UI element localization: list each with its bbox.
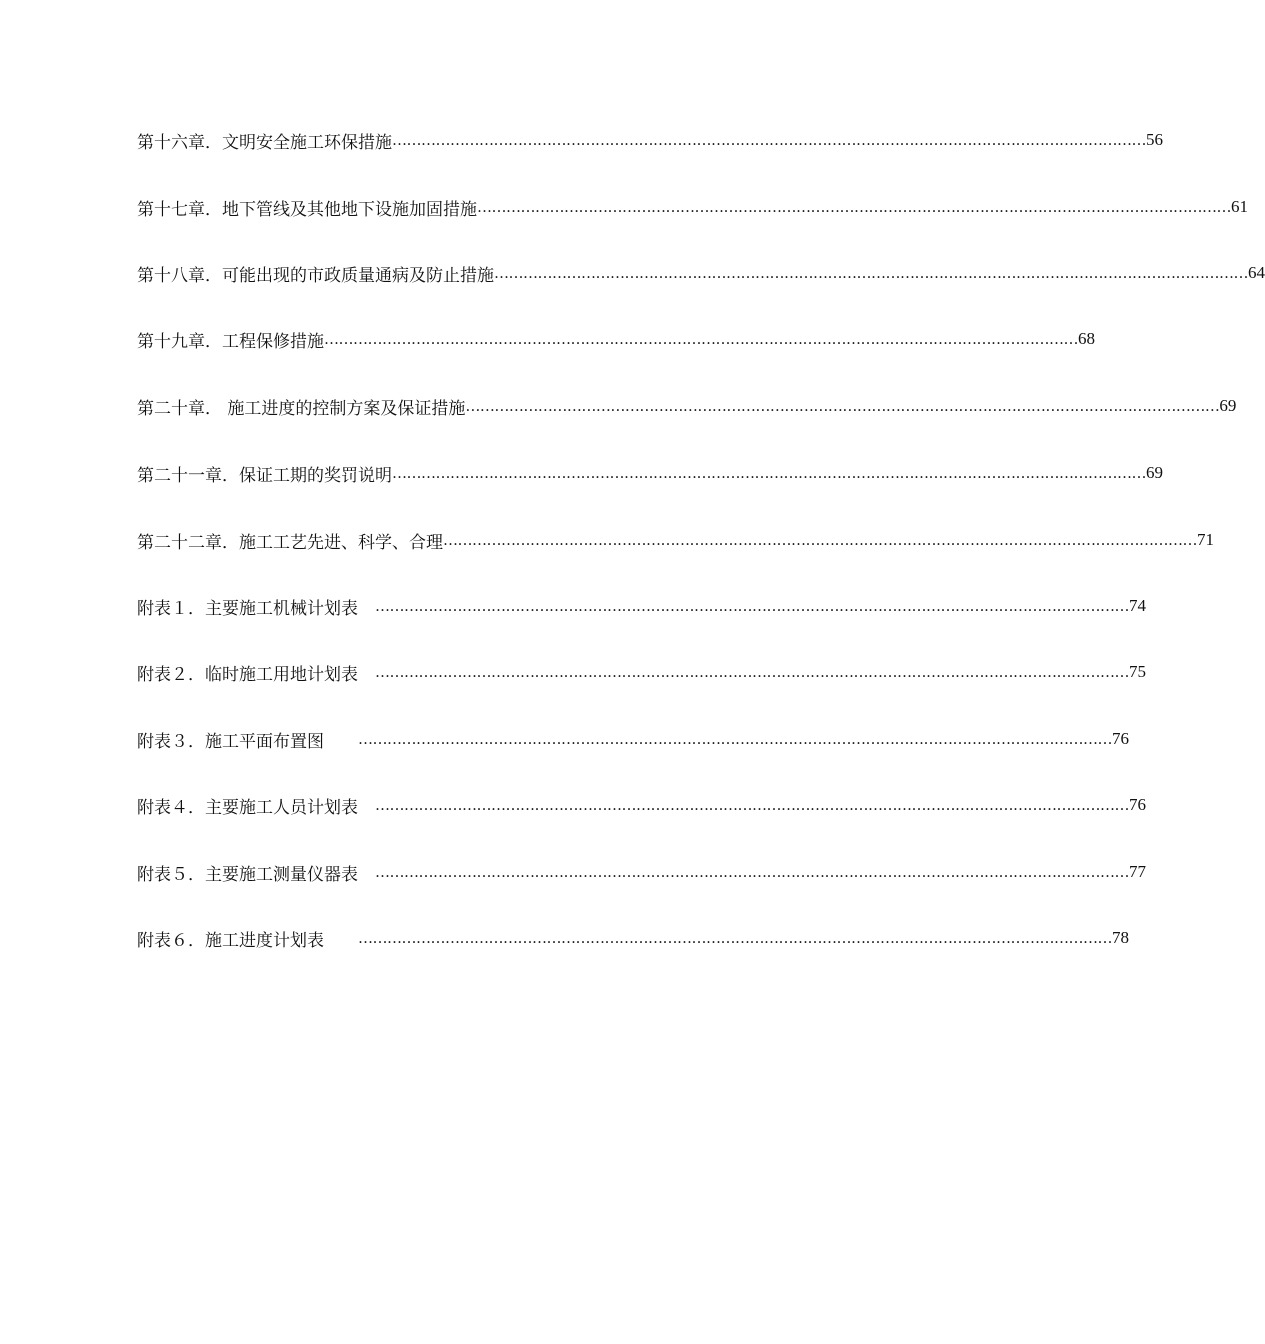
- toc-leader-dots: …………………………………………………………………………………………………………………………………………: [358, 730, 1112, 748]
- toc-entry-ch18: [137, 261, 1265, 286]
- toc-leader-dots: …………………………………………………………………………………………………………………………………………: [375, 863, 1129, 881]
- toc-leader-dots: …………………………………………………………………………………………………………………………………………: [375, 796, 1129, 814]
- toc-leader-dots: …………………………………………………………………………………………………………………………………………: [392, 131, 1146, 149]
- toc-entry-appendix-5: [137, 860, 1146, 885]
- toc-entry-ch19: [137, 327, 1095, 352]
- toc-entry-label: 附表２．临时施工用地计划表: [137, 664, 375, 685]
- toc-page-number: 78: [1112, 928, 1129, 947]
- toc-page-number: 77: [1129, 862, 1146, 881]
- toc-entry-appendix-2: [137, 660, 1146, 685]
- toc-entry-appendix-1: [137, 594, 1146, 619]
- toc-entry-label: 附表５．主要施工测量仪器表: [137, 864, 375, 885]
- toc-leader-dots: …………………………………………………………………………………………………………………………………………: [324, 330, 1078, 348]
- toc-entry-ch21: [137, 461, 1163, 486]
- toc-page-number: 69: [1146, 463, 1163, 482]
- toc-page-number: 76: [1129, 795, 1146, 814]
- toc-leader-dots: …………………………………………………………………………………………………………………………………………: [358, 929, 1112, 947]
- toc-entry-label: 附表６．施工进度计划表: [137, 930, 358, 951]
- toc-entry-appendix-3: [137, 727, 1129, 752]
- toc-entry-label: 第二十章． 施工进度的控制方案及保证措施: [137, 398, 466, 419]
- toc-leader-dots: …………………………………………………………………………………………………………………………………………: [443, 531, 1197, 549]
- toc-leader-dots: …………………………………………………………………………………………………………………………………………: [477, 198, 1231, 216]
- toc-page-number: 74: [1129, 596, 1146, 615]
- toc-entry-label: 附表３．施工平面布置图: [137, 731, 358, 752]
- toc-entry-label: 第十八章．可能出现的市政质量通病及防止措施: [137, 265, 494, 286]
- toc-leader-dots: …………………………………………………………………………………………………………………………………………: [465, 397, 1220, 415]
- toc-page-number: 71: [1197, 530, 1214, 549]
- toc-page-number: 64: [1248, 263, 1265, 282]
- toc-entry-label: 第十九章．工程保修措施: [137, 331, 324, 352]
- toc-entry-label: 附表１．主要施工机械计划表: [137, 598, 375, 619]
- toc-entry-label: 附表４．主要施工人员计划表: [137, 797, 375, 818]
- toc-entry-label: 第十六章．文明安全施工环保措施: [137, 132, 392, 153]
- toc-leader-dots: …………………………………………………………………………………………………………………………………………: [375, 597, 1129, 615]
- toc-entry-ch22: [137, 528, 1214, 553]
- toc-page-number: 75: [1129, 662, 1146, 681]
- toc-leader-dots: …………………………………………………………………………………………………………………………………………: [375, 663, 1129, 681]
- toc-entry-appendix-4: [137, 793, 1146, 818]
- toc-page-number: 56: [1146, 130, 1163, 149]
- toc-leader-dots: …………………………………………………………………………………………………………………………………………: [494, 264, 1248, 282]
- toc-entry-ch16: [137, 128, 1163, 153]
- toc-entry-label: 第十七章．地下管线及其他地下设施加固措施: [137, 199, 477, 220]
- toc-page-number: 76: [1112, 729, 1129, 748]
- toc-entry-appendix-6: [137, 926, 1129, 951]
- toc-page-number: 68: [1078, 329, 1095, 348]
- toc-leader-dots: …………………………………………………………………………………………………………………………………………: [392, 464, 1146, 482]
- toc-page-number: 61: [1231, 197, 1248, 216]
- toc-entry-label: 第二十二章．施工工艺先进、科学、合理: [137, 532, 443, 553]
- toc-entry-ch17: [137, 195, 1248, 220]
- toc-entry-label: 第二十一章．保证工期的奖罚说明: [137, 465, 392, 486]
- toc-entry-ch20: [137, 394, 1237, 419]
- toc-page-number: 69: [1219, 396, 1237, 415]
